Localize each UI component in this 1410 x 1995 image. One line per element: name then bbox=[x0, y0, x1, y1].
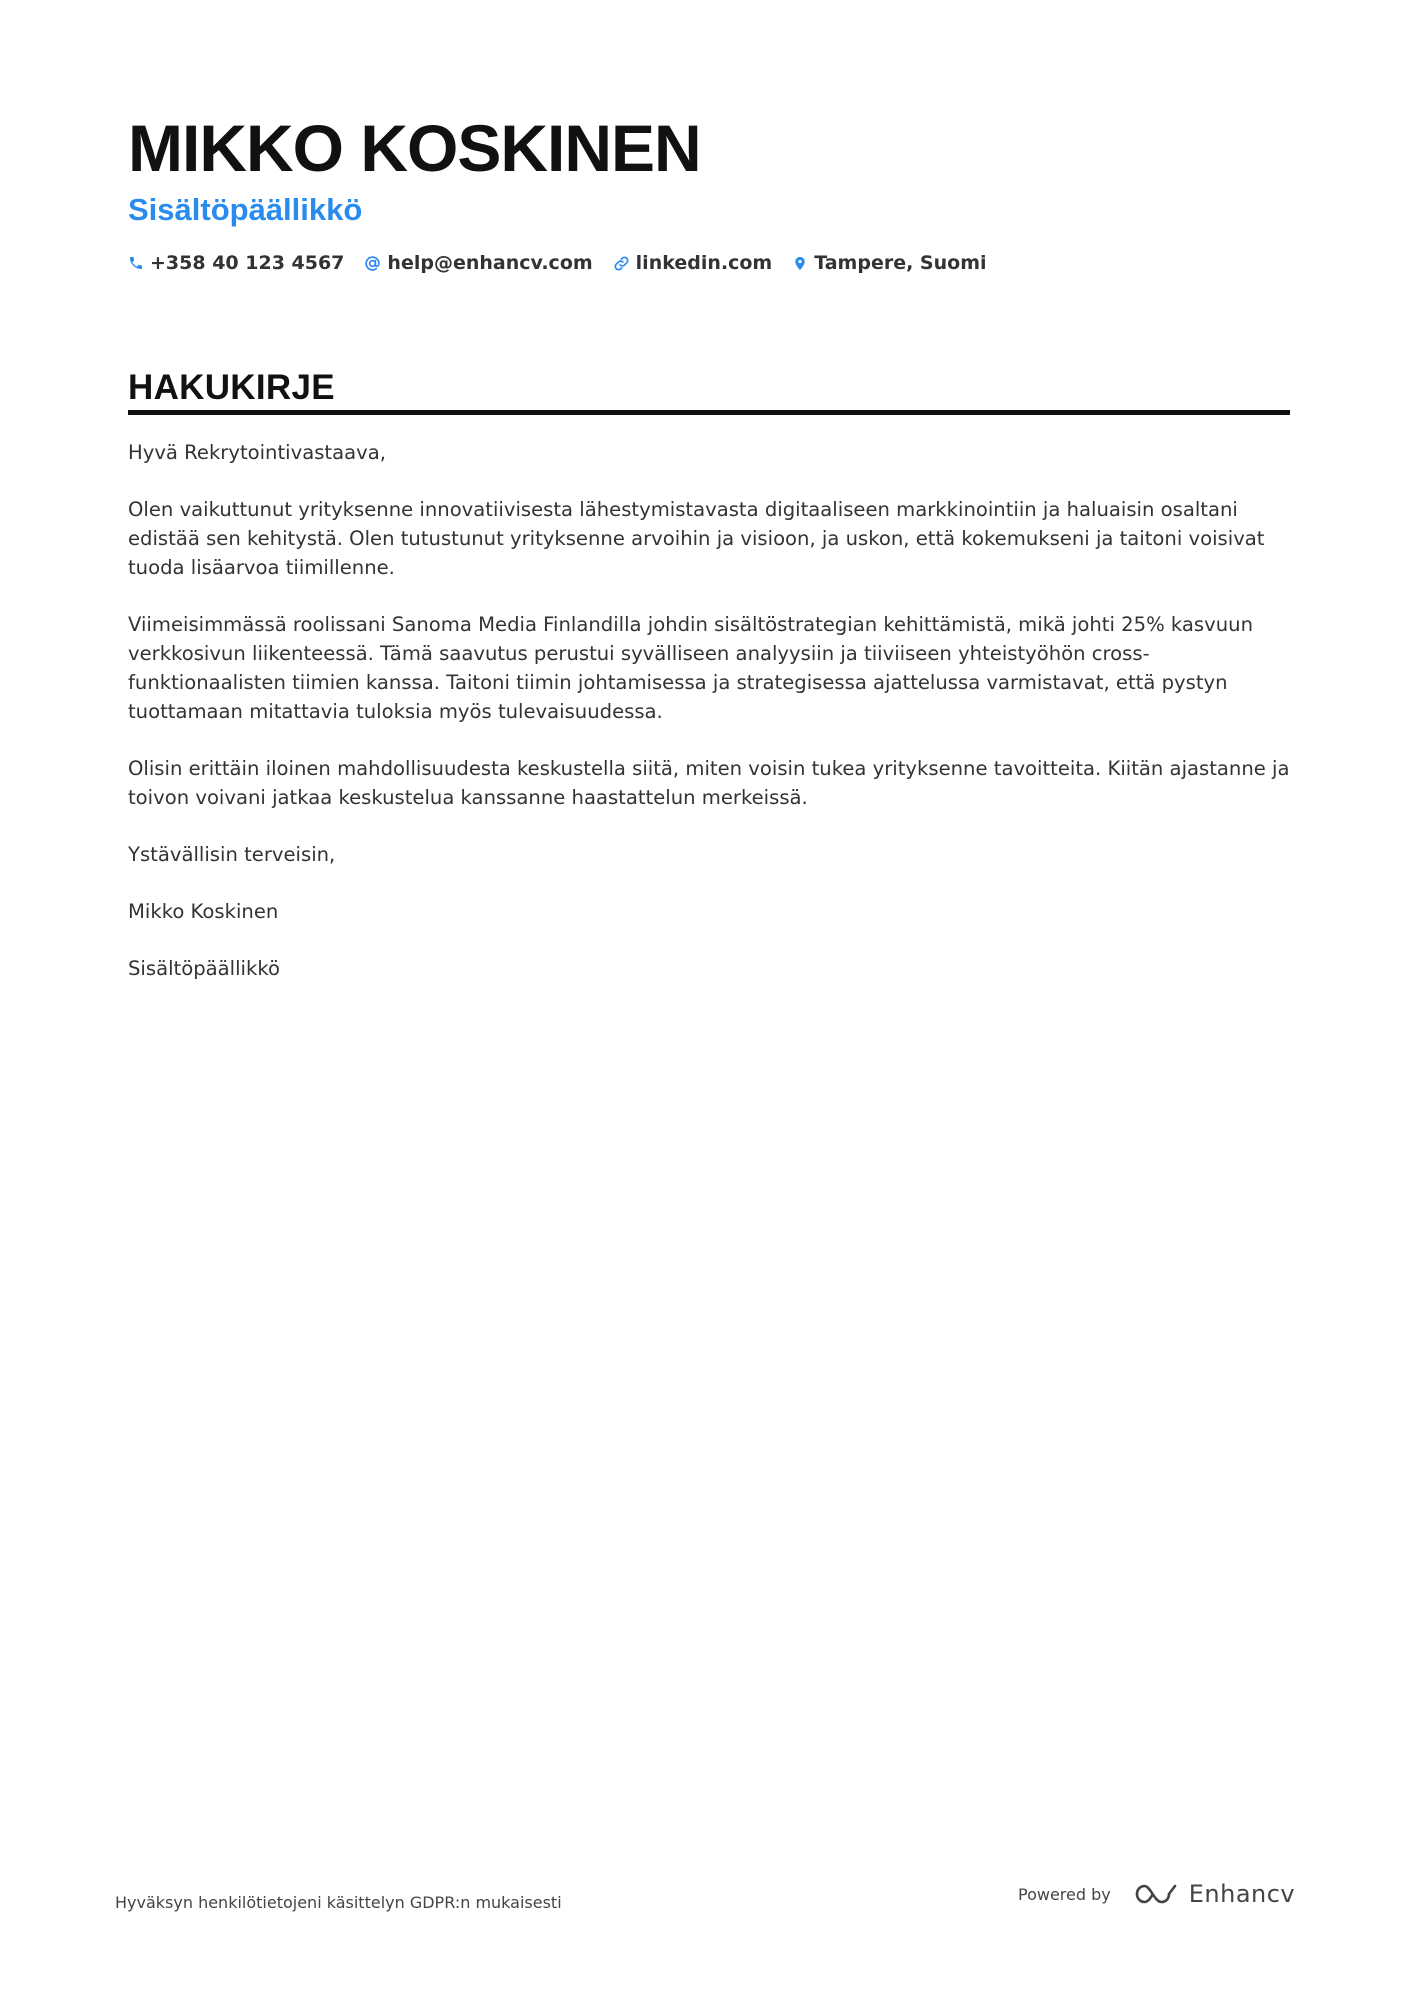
enhancv-brand-name: Enhancv bbox=[1188, 1880, 1296, 1908]
link-icon bbox=[613, 255, 630, 272]
letter-greeting: Hyvä Rekrytointivastaava, bbox=[128, 441, 386, 464]
gdpr-consent-text: Hyväksyn henkilötietojeni käsittelyn GDPR:n mukaisesti bbox=[115, 1893, 562, 1912]
contact-email-text[interactable]: help@enhancv.com bbox=[387, 252, 593, 274]
signature-title: Sisältöpäällikkö bbox=[128, 957, 280, 980]
phone-icon bbox=[128, 255, 144, 271]
contact-linkedin[interactable] bbox=[613, 252, 773, 274]
letter-paragraph: Olisin erittäin iloinen mahdollisuudesta keskustella siitä, miten voisin tukea yrityksenne tavoitteita. Kiitän ajastanne ja toivon voivani jatkaa keskustelua kanssanne haastattelun merkeissä. bbox=[128, 757, 1290, 809]
contact-linkedin-text[interactable]: linkedin.com bbox=[635, 252, 773, 274]
candidate-name: MIKKO KOSKINEN bbox=[128, 111, 701, 185]
powered-by-enhancv[interactable] bbox=[1018, 1880, 1295, 1908]
contact-bar bbox=[128, 252, 987, 274]
contact-phone bbox=[128, 252, 344, 274]
candidate-role: Sisältöpäällikkö bbox=[128, 192, 363, 227]
enhancv-brand[interactable] bbox=[1133, 1880, 1295, 1908]
enhancv-logo-icon bbox=[1133, 1881, 1179, 1907]
contact-email[interactable] bbox=[364, 252, 592, 274]
contact-location bbox=[792, 252, 986, 274]
contact-phone-text: +358 40 123 4567 bbox=[150, 252, 345, 274]
contact-location-text: Tampere, Suomi bbox=[814, 252, 987, 274]
section-divider bbox=[128, 410, 1290, 415]
letter-paragraph: Olen vaikuttunut yrityksenne innovatiivisesta lähestymistavasta digitaaliseen markkinointiin ja haluaisin osaltani edistää sen kehitystä. Olen tutustunut yrityksenne arvoihin ja visioon, ja uskon, että kokemukseni ja taitoni voisivat tuoda lisäarvoa tiimillenne. bbox=[128, 498, 1265, 579]
location-pin-icon bbox=[792, 255, 808, 272]
section-title: HAKUKIRJE bbox=[128, 368, 335, 407]
letter-paragraph: Viimeisimmässä roolissani Sanoma Media Finlandilla johdin sisältöstrategian kehittämistä, mikä johti 25% kasvuun verkkosivun liikenteessä. Tämä saavutus perustui syvälliseen analyysiin ja tiiviiseen yhteistyöhön cross-funktionaalisten tiimien kanssa. Taitoni tiimin johtamisessa ja strategisessa ajattelussa varmistavat, että pystyn tuottamaan mitattavia tuloksia myös tulevaisuudessa. bbox=[128, 613, 1253, 723]
powered-by-label: Powered by bbox=[1018, 1884, 1111, 1904]
letter-body bbox=[128, 438, 1290, 1011]
at-icon bbox=[364, 255, 381, 272]
letter-closing: Ystävällisin terveisin, bbox=[128, 843, 336, 866]
signature-name: Mikko Koskinen bbox=[128, 900, 279, 923]
